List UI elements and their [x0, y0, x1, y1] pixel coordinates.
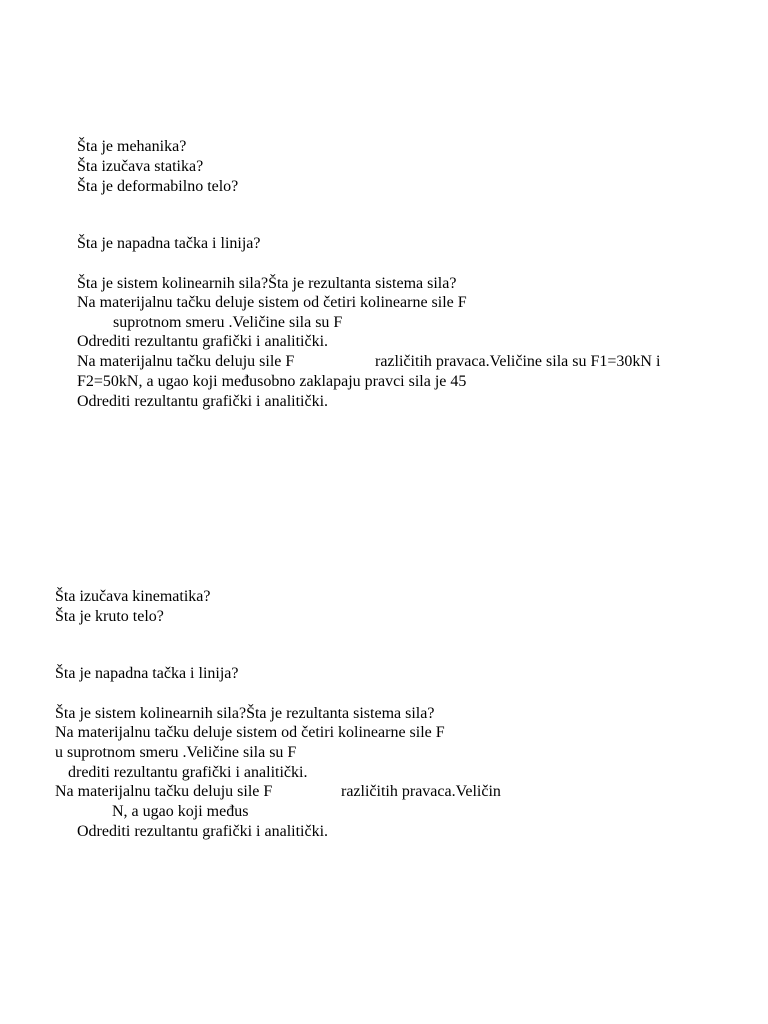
task-line: Odrediti rezultantu grafički i analitički. — [77, 823, 329, 840]
task-line: različitih pravaca.Veličine sila su F1=30kN i — [375, 353, 661, 370]
task-line: Na materijalnu tačku deluje sistem od četiri kolinearne sile F — [55, 724, 445, 741]
question-line: Šta je napadna tačka i linija? — [55, 665, 239, 682]
task-line: suprotnom smeru .Veličine sila su F — [113, 314, 343, 331]
task-line: N, a ugao koji međus — [112, 803, 249, 820]
task-line: Na materijalnu tačku deluju sile F — [77, 353, 295, 370]
question-line: Šta je sistem kolinearnih sila?Šta je rezultanta sistema sila? — [77, 275, 457, 292]
task-line: Odrediti rezultantu grafički i analitički. — [77, 333, 329, 350]
task-line: Odrediti rezultantu grafički i analitički. — [77, 393, 329, 410]
task-line: različitih pravaca.Veličin — [341, 783, 501, 800]
task-line: F2=50kN, a ugao koji međusobno zaklapaju pravci sila je 45 — [77, 373, 467, 390]
question-line: Šta izučava statika? — [77, 158, 204, 175]
task-line: Na materijalnu tačku deluje sistem od četiri kolinearne sile F — [77, 294, 467, 311]
task-line: drediti rezultantu grafički i analitički. — [68, 764, 308, 781]
question-line: Šta izučava kinematika? — [55, 588, 211, 605]
question-line: Šta je deformabilno telo? — [77, 178, 239, 195]
question-line: Šta je mehanika? — [77, 138, 187, 155]
task-line: Na materijalnu tačku deluju sile F — [55, 783, 273, 800]
task-line: u suprotnom smeru .Veličine sila su F — [55, 744, 297, 761]
question-line: Šta je sistem kolinearnih sila?Šta je rezultanta sistema sila? — [55, 705, 435, 722]
question-line: Šta je napadna tačka i linija? — [77, 235, 261, 252]
question-line: Šta je kruto telo? — [55, 608, 164, 625]
